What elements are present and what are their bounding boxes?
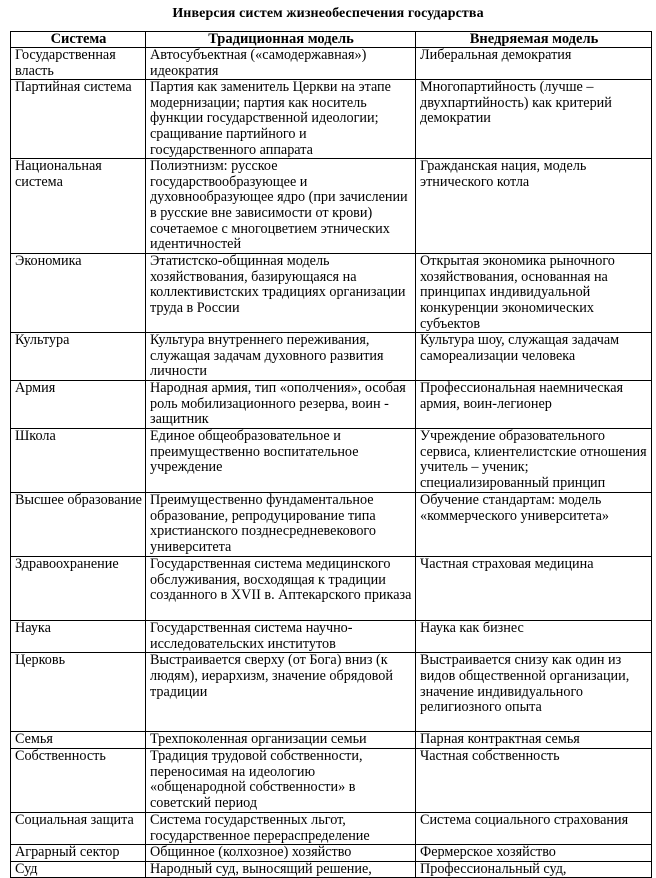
cell-traditional: Единое общеобразовательное и преимущественно воспитательное учреждение (146, 429, 416, 493)
table-row (11, 381, 652, 429)
cell-introduced: Профессиональный суд, (416, 861, 652, 878)
cell-system: Армия (11, 381, 146, 429)
cell-introduced: Либеральная демократия (416, 48, 652, 80)
cell-introduced: Парная контрактная семья (416, 732, 652, 749)
table-row (11, 812, 652, 844)
document-title: Инверсия систем жизнеобеспечения государства (172, 6, 484, 21)
header-system: Система (11, 32, 146, 48)
cell-introduced: Частная страховая медицина (416, 557, 652, 621)
table-row (11, 333, 652, 381)
cell-traditional: Преимущественно фундаментальное образование, репродуцирование типа христианского позднесредневекового университета (146, 493, 416, 557)
cell-introduced: Учреждение образовательного сервиса, клиентелистские отношения учитель – ученик; специализированный принцип (416, 429, 652, 493)
cell-traditional: Система государственных льгот, государственное перераспределение (146, 812, 416, 844)
cell-traditional: Партия как заменитель Церкви на этапе модернизации; партия как носитель функции государственной идеологии; сращивание партийного и государственного аппарата (146, 80, 416, 159)
cell-traditional: Выстраивается сверху (от Бога) вниз (к людям), иерархизм, значение обрядовой традиции (146, 653, 416, 732)
cell-introduced: Культура шоу, служащая задачам самореализации человека (416, 333, 652, 381)
cell-introduced: Обучение стандартам: модель «коммерческого университета» (416, 493, 652, 557)
cell-traditional: Культура внутреннего переживания, служащая задачам духовного развития личности (146, 333, 416, 381)
table-row (11, 653, 652, 732)
cell-traditional: Государственная система медицинского обслуживания, восходящая к традиции созданного в XVII в. Аптекарского приказа (146, 557, 416, 621)
cell-introduced: Частная собственность (416, 748, 652, 812)
table-row (11, 748, 652, 812)
table-row (11, 48, 652, 80)
table-row (11, 621, 652, 653)
cell-system: Высшее образование (11, 493, 146, 557)
cell-traditional: Полиэтнизм: русское государствообразующее и духовнообразующее ядро (при зачислении в русские вне зависимости от крови) сочетаемое с многоцветием этнических идентичностей (146, 159, 416, 254)
cell-system: Социальная защита (11, 812, 146, 844)
cell-introduced: Система социального страхования (416, 812, 652, 844)
cell-traditional: Народный суд, выносящий решение, (146, 861, 416, 878)
cell-system: Государственная власть (11, 48, 146, 80)
cell-system: Суд (11, 861, 146, 878)
cell-introduced: Фермерское хозяйство (416, 845, 652, 862)
cell-introduced: Профессиональная наемническая армия, воин-легионер (416, 381, 652, 429)
table-row (11, 159, 652, 254)
cell-traditional: Этатистско-общинная модель хозяйствования, базирующаяся на коллективистских традициях организации труда в России (146, 254, 416, 333)
table-row (11, 80, 652, 159)
cell-traditional: Трехпоколенная организации семьи (146, 732, 416, 749)
cell-system: Собственность (11, 748, 146, 812)
table-row (11, 493, 652, 557)
cell-introduced: Гражданская нация, модель этнического котла (416, 159, 652, 254)
cell-introduced: Выстраивается снизу как один из видов общественной организации, значение индивидуального религиозного опыта (416, 653, 652, 732)
cell-system: Наука (11, 621, 146, 653)
cell-introduced: Многопартийность (лучше – двухпартийность) как критерий демократии (416, 80, 652, 159)
header-introduced: Внедряемая модель (416, 32, 652, 48)
cell-system: Здравоохранение (11, 557, 146, 621)
table-row (11, 557, 652, 621)
cell-system: Семья (11, 732, 146, 749)
header-traditional: Традиционная модель (146, 32, 416, 48)
table-row (11, 861, 652, 878)
cell-system: Культура (11, 333, 146, 381)
cell-system: Национальная система (11, 159, 146, 254)
cell-traditional: Автосубъектная («самодержавная») идеократия (146, 48, 416, 80)
table-header-row (11, 32, 652, 48)
table-row (11, 845, 652, 862)
table-row (11, 429, 652, 493)
cell-introduced: Наука как бизнес (416, 621, 652, 653)
cell-system: Школа (11, 429, 146, 493)
cell-traditional: Общинное (колхозное) хозяйство (146, 845, 416, 862)
table-row (11, 254, 652, 333)
cell-traditional: Традиция трудовой собственности, переносимая на идеологию «общенародной собственности» в советский период (146, 748, 416, 812)
cell-introduced: Открытая экономика рыночного хозяйствования, основанная на принципах индивидуальной конкуренции экономических субъектов (416, 254, 652, 333)
cell-system: Аграрный сектор (11, 845, 146, 862)
table-row (11, 732, 652, 749)
cell-system: Церковь (11, 653, 146, 732)
cell-system: Партийная система (11, 80, 146, 159)
comparison-table (10, 31, 652, 878)
cell-traditional: Народная армия, тип «ополчения», особая роль мобилизационного резерва, воин - защитник (146, 381, 416, 429)
cell-system: Экономика (11, 254, 146, 333)
cell-traditional: Государственная система научно-исследовательских институтов (146, 621, 416, 653)
